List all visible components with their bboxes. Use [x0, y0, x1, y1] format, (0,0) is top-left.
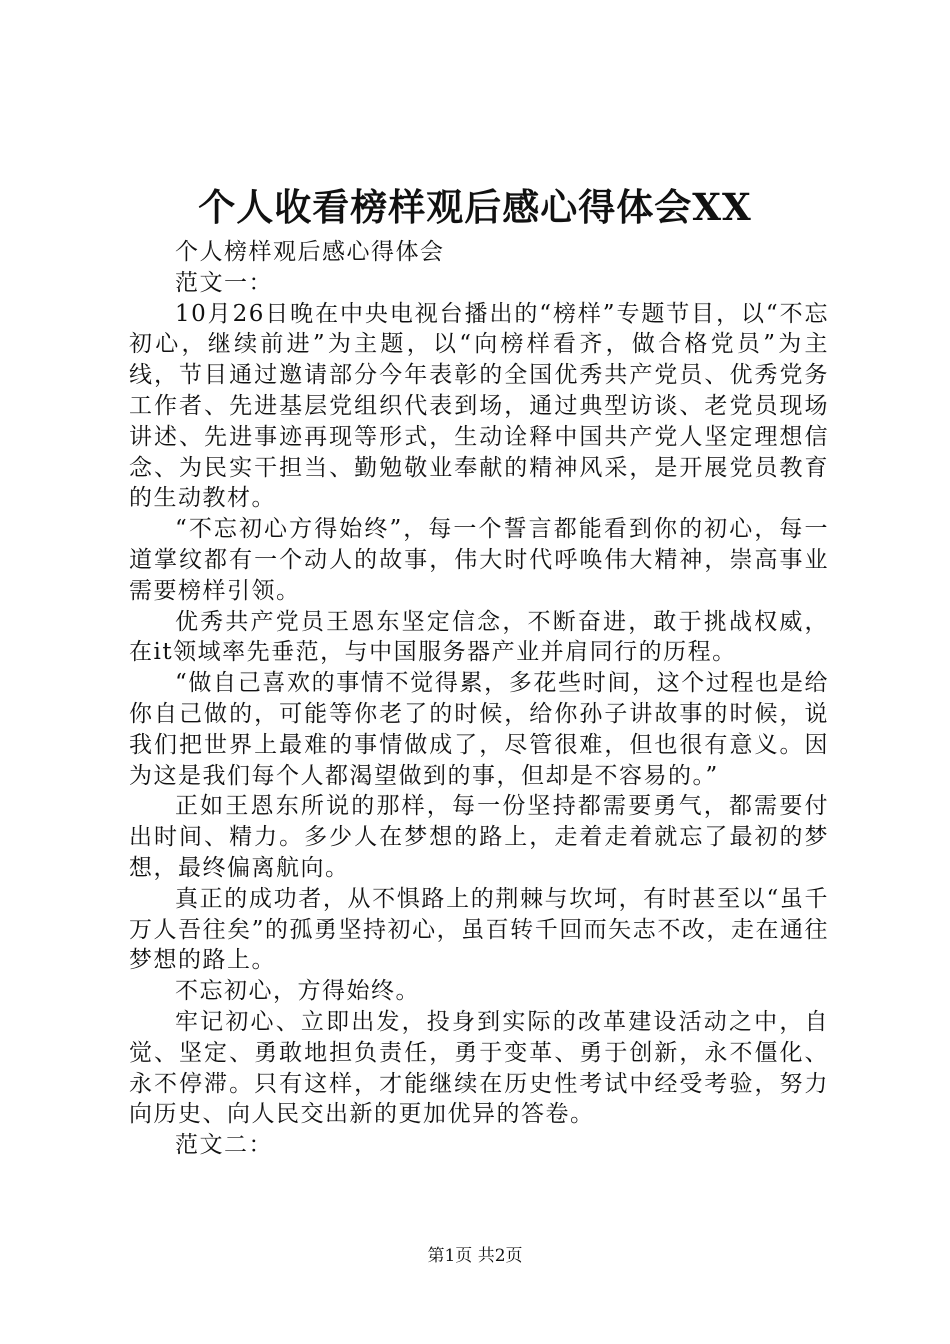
body-paragraph: “不忘初心方得始终”，每一个誓言都能看到你的初心，每一道掌纹都有一个动人的故事，伟大时代呼唤伟大精神，崇高事业需要榜样引领。: [129, 516, 829, 604]
body-paragraph: 牢记初心、立即出发，投身到实际的改革建设活动之中，自觉、坚定、勇敢地担负责任，勇于变革、勇于创新，永不僵化、永不停滞。只有这样，才能继续在历史性考试中经受考验，努力向历史、向人民交出新的更加优异的答卷。: [129, 1008, 829, 1128]
body-paragraph: 10月26日晚在中央电视台播出的“榜样”专题节目，以“不忘初心，继续前进”为主题，以“向榜样看齐，做合格党员”为主线，节目通过邀请部分今年表彰的全国优秀共产党员、优秀党务工作者、先进基层党组织代表到场，通过典型访谈、老党员现场讲述、先进事迹再现等形式，生动诠释中国共产党人坚定理想信念、为民实干担当、勤勉敬业奉献的精神风采，是开展党员教育的生动教材。: [129, 300, 829, 512]
body-paragraph: 不忘初心，方得始终。: [175, 978, 420, 1005]
body-paragraph: 真正的成功者，从不惧路上的荆棘与坎坷，有时甚至以“虽千万人吾往矣”的孤勇坚持初心，虽百转千回而矢志不改，走在通往梦想的路上。: [129, 885, 829, 974]
section-heading-2: 范文二：: [175, 1132, 273, 1159]
document-body: [129, 237, 829, 1161]
subtitle-paragraph: 个人榜样观后感心得体会: [175, 239, 445, 265]
body-paragraph: 优秀共产党员王恩东坚定信念，不断奋进，敢于挑战权威，在it领域率先垂范，与中国服务器产业并肩同行的历程。: [129, 608, 829, 666]
page-footer: 第1页 共2页: [427, 1246, 523, 1266]
body-paragraph: “做自己喜欢的事情不觉得累，多花些时间，这个过程也是给你自己做的，可能等你老了的时候，给你孙子讲故事的时候，说我们把世界上最难的事情做成了，尽管很难，但也很有意义。因为这是我们每个人都渴望做到的事，但却是不容易的。”: [129, 670, 829, 789]
section-heading-1: 范文一：: [175, 269, 273, 296]
body-paragraph: 正如王恩东所说的那样，每一份坚持都需要勇气，都需要付出时间、精力。多少人在梦想的路上，走着走着就忘了最初的梦想，最终偏离航向。: [129, 793, 829, 881]
document-title: 个人收看榜样观后感心得体会XX: [198, 185, 752, 229]
